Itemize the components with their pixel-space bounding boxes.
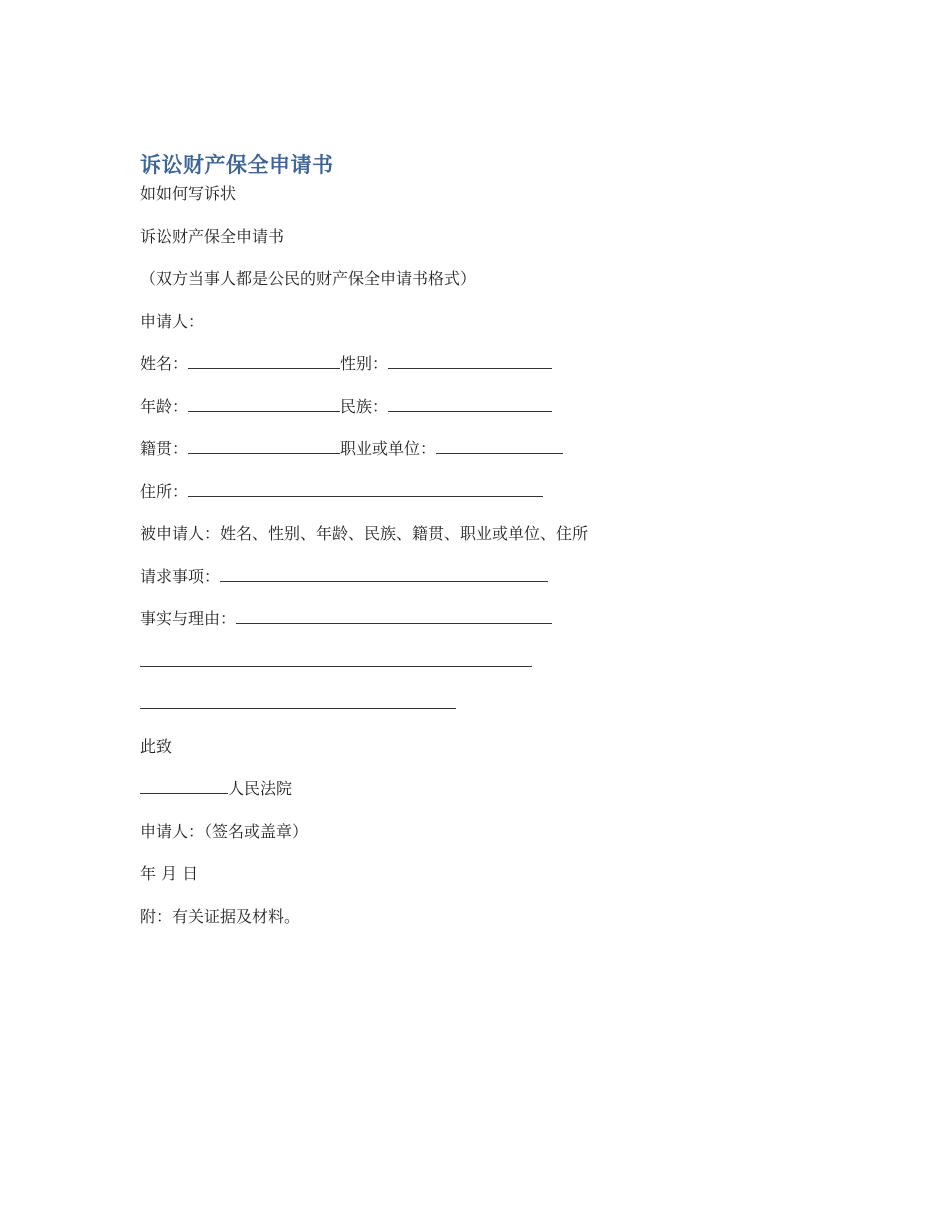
attachment-line: 附：有关证据及材料。 [140,906,301,926]
address-label: 住所： [140,481,189,501]
heading: 诉讼财产保全申请书 [140,226,285,246]
gender-label: 性别： [340,354,389,373]
ethnicity-label: 民族： [340,396,389,416]
origin-label: 籍贯： [140,439,189,458]
address-blank [188,482,543,497]
gender-blank [388,354,552,369]
age-ethnicity-row [140,397,840,417]
origin-blank [188,439,340,454]
name-gender-row [140,354,840,374]
age-label: 年龄： [140,396,189,416]
occupation-label: 职业或单位： [340,439,437,458]
age-blank [188,397,340,412]
address-row [140,482,840,502]
facts-row [140,609,840,629]
facts-continuation-1 [140,652,840,672]
name-blank [188,354,340,369]
continuation-blank-2 [140,694,456,709]
subtitle: 如如何写诉状 [140,184,237,203]
signature-line: 申请人：（签名或盖章） [140,821,309,841]
applicant-label: 申请人： [140,311,205,331]
ethnicity-blank [388,397,552,412]
request-blank [220,567,548,582]
request-label: 请求事项： [140,566,221,586]
respondent-line: 被申请人：姓名、性别、年龄、民族、籍贯、职业或单位、住所 [140,524,589,543]
name-label: 姓名： [140,354,189,373]
facts-continuation-2 [140,694,840,714]
court-blank [140,779,228,794]
court-suffix: 人民法院 [228,779,293,798]
request-row [140,567,840,587]
facts-label: 事实与理由： [140,609,237,628]
closing: 此致 [140,736,173,756]
document-page [140,150,840,949]
date-line: 年 月 日 [140,864,199,883]
court-row [140,779,840,799]
facts-blank [236,609,552,624]
document-title: 诉讼财产保全申请书 [140,153,334,177]
format-note: （双方当事人都是公民的财产保全申请书格式） [140,269,477,288]
continuation-blank-1 [140,652,532,667]
origin-occupation-row [140,439,840,459]
occupation-blank [436,439,563,454]
